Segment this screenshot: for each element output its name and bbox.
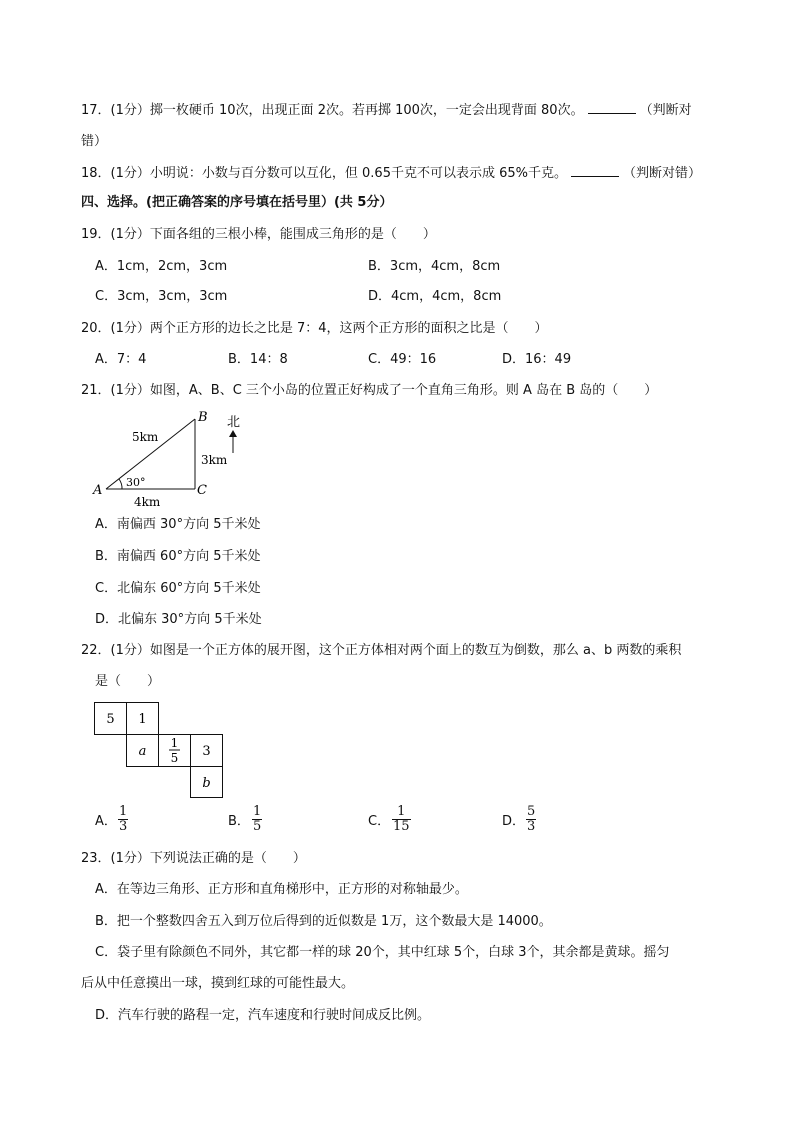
q17-line2: 错） bbox=[81, 134, 108, 149]
q21-triangle-figure bbox=[88, 406, 258, 512]
cube-net-figure bbox=[94, 702, 224, 798]
q18-answer-blank[interactable] bbox=[571, 164, 619, 177]
q21-option-a[interactable]: A．南偏西 30°方向 5千米处 bbox=[95, 517, 261, 532]
q18-tail: （判断对错） bbox=[623, 166, 702, 181]
label-angle-30: 30° bbox=[126, 476, 146, 489]
q17-text: 17．(1分）掷一枚硬币 10次，出现正面 2次。若再掷 100次，一定会出现背面 80次。 bbox=[81, 103, 584, 118]
label-hyp-5km: 5km bbox=[132, 430, 159, 444]
net-value-fifth-den: 5 bbox=[170, 751, 179, 765]
q22-line1: 22．(1分）如图是一个正方体的展开图，这个正方体相对两个面上的数互为倒数，那么 a、b 两数的乘积 bbox=[81, 643, 682, 658]
q21-option-c[interactable]: C．北偏东 60°方向 5千米处 bbox=[95, 581, 261, 596]
label-b: B bbox=[198, 410, 208, 425]
q22-option-c-label[interactable]: C． bbox=[368, 814, 391, 829]
q22-option-a-num: 1 bbox=[119, 804, 128, 819]
net-value-5: 5 bbox=[106, 712, 115, 727]
angle-arc bbox=[119, 479, 122, 489]
q23-option-d[interactable]: D．汽车行驶的路程一定，汽车速度和行驶时间成反比例。 bbox=[95, 1008, 431, 1023]
q20-option-a[interactable]: A．7：4 bbox=[95, 352, 147, 367]
q20-option-d[interactable]: D．16：49 bbox=[502, 352, 572, 367]
q18-line bbox=[81, 164, 701, 183]
q22-option-d-label[interactable]: D． bbox=[502, 814, 526, 829]
q23-option-a[interactable]: A．在等边三角形、正方形和直角梯形中，正方形的对称轴最少。 bbox=[95, 882, 468, 897]
q17-answer-blank[interactable] bbox=[588, 101, 636, 114]
q22-option-a-den: 3 bbox=[119, 819, 128, 834]
q22-option-d-den: 3 bbox=[527, 819, 536, 834]
net-value-a: a bbox=[138, 744, 147, 759]
q20-stem: 20．(1分）两个正方形的边长之比是 7：4，这两个正方形的面积之比是（ ） bbox=[81, 321, 548, 336]
q23-option-c-line1[interactable]: C．袋子里有除颜色不同外，其它都一样的球 20个，其中红球 5个，白球 3个，其余都是黄球。摇匀 bbox=[95, 945, 670, 960]
label-c: C bbox=[197, 483, 207, 498]
q22-option-c-den: 15 bbox=[393, 819, 410, 834]
q22-option-b-den: 5 bbox=[253, 819, 262, 834]
label-base-4km: 4km bbox=[134, 495, 161, 509]
q23-stem: 23．(1分）下列说法正确的是（ ） bbox=[81, 851, 306, 866]
q19-option-c[interactable]: C．3cm，3cm，3cm bbox=[95, 289, 228, 304]
q19-option-b[interactable]: B．3cm，4cm，8cm bbox=[368, 259, 501, 274]
q22-option-a-label[interactable]: A． bbox=[95, 814, 117, 829]
q22-option-d-fraction[interactable] bbox=[526, 805, 536, 834]
q21-stem: 21．(1分）如图，A、B、C 三个小岛的位置正好构成了一个直角三角形。则 A 岛在 B 岛的（ ） bbox=[81, 383, 658, 398]
q20-option-b[interactable]: B．14：8 bbox=[228, 352, 288, 367]
q22-option-a-fraction[interactable] bbox=[118, 805, 128, 834]
q22-option-b-label[interactable]: B． bbox=[228, 814, 250, 829]
q23-option-b[interactable]: B．把一个整数四舍五入到万位后得到的近似数是 1万，这个数最大是 14000。 bbox=[95, 914, 552, 929]
q22-option-b-fraction[interactable] bbox=[252, 805, 262, 834]
q17-tail: （判断对 bbox=[639, 103, 692, 118]
section-heading: 四、选择。(把正确答案的序号填在括号里）(共 5分） bbox=[81, 195, 393, 210]
q22-option-b-num: 1 bbox=[253, 804, 262, 819]
net-value-3: 3 bbox=[202, 744, 211, 759]
q19-stem: 19．(1分）下面各组的三根小棒，能围成三角形的是（ ） bbox=[81, 227, 436, 242]
q17-line1 bbox=[81, 101, 692, 120]
q20-option-c[interactable]: C．49：16 bbox=[368, 352, 437, 367]
net-value-b: b bbox=[202, 776, 211, 791]
q21-option-d[interactable]: D．北偏东 30°方向 5千米处 bbox=[95, 612, 262, 627]
label-a: A bbox=[93, 483, 103, 498]
q19-option-a[interactable]: A．1cm，2cm，3cm bbox=[95, 259, 228, 274]
q21-option-b[interactable]: B．南偏西 60°方向 5千米处 bbox=[95, 549, 261, 564]
q22-line2: 是（ ） bbox=[95, 674, 161, 689]
q22-option-c-num: 1 bbox=[397, 804, 406, 819]
q18-text: 18．(1分）小明说：小数与百分数可以互化，但 0.65千克不可以表示成 65%千克。 bbox=[81, 166, 567, 181]
label-vert-3km: 3km bbox=[201, 453, 228, 467]
q19-option-d[interactable]: D．4cm，4cm，8cm bbox=[368, 289, 502, 304]
label-north: 北 bbox=[227, 415, 241, 430]
north-arrow-icon bbox=[229, 430, 237, 437]
q22-option-d-num: 5 bbox=[527, 804, 536, 819]
q22-option-c-fraction[interactable] bbox=[392, 805, 411, 834]
q23-option-c-line2[interactable]: 后从中任意摸出一球，摸到红球的可能性最大。 bbox=[81, 976, 355, 991]
net-value-fifth-num: 1 bbox=[170, 736, 179, 750]
net-value-1: 1 bbox=[138, 712, 147, 727]
